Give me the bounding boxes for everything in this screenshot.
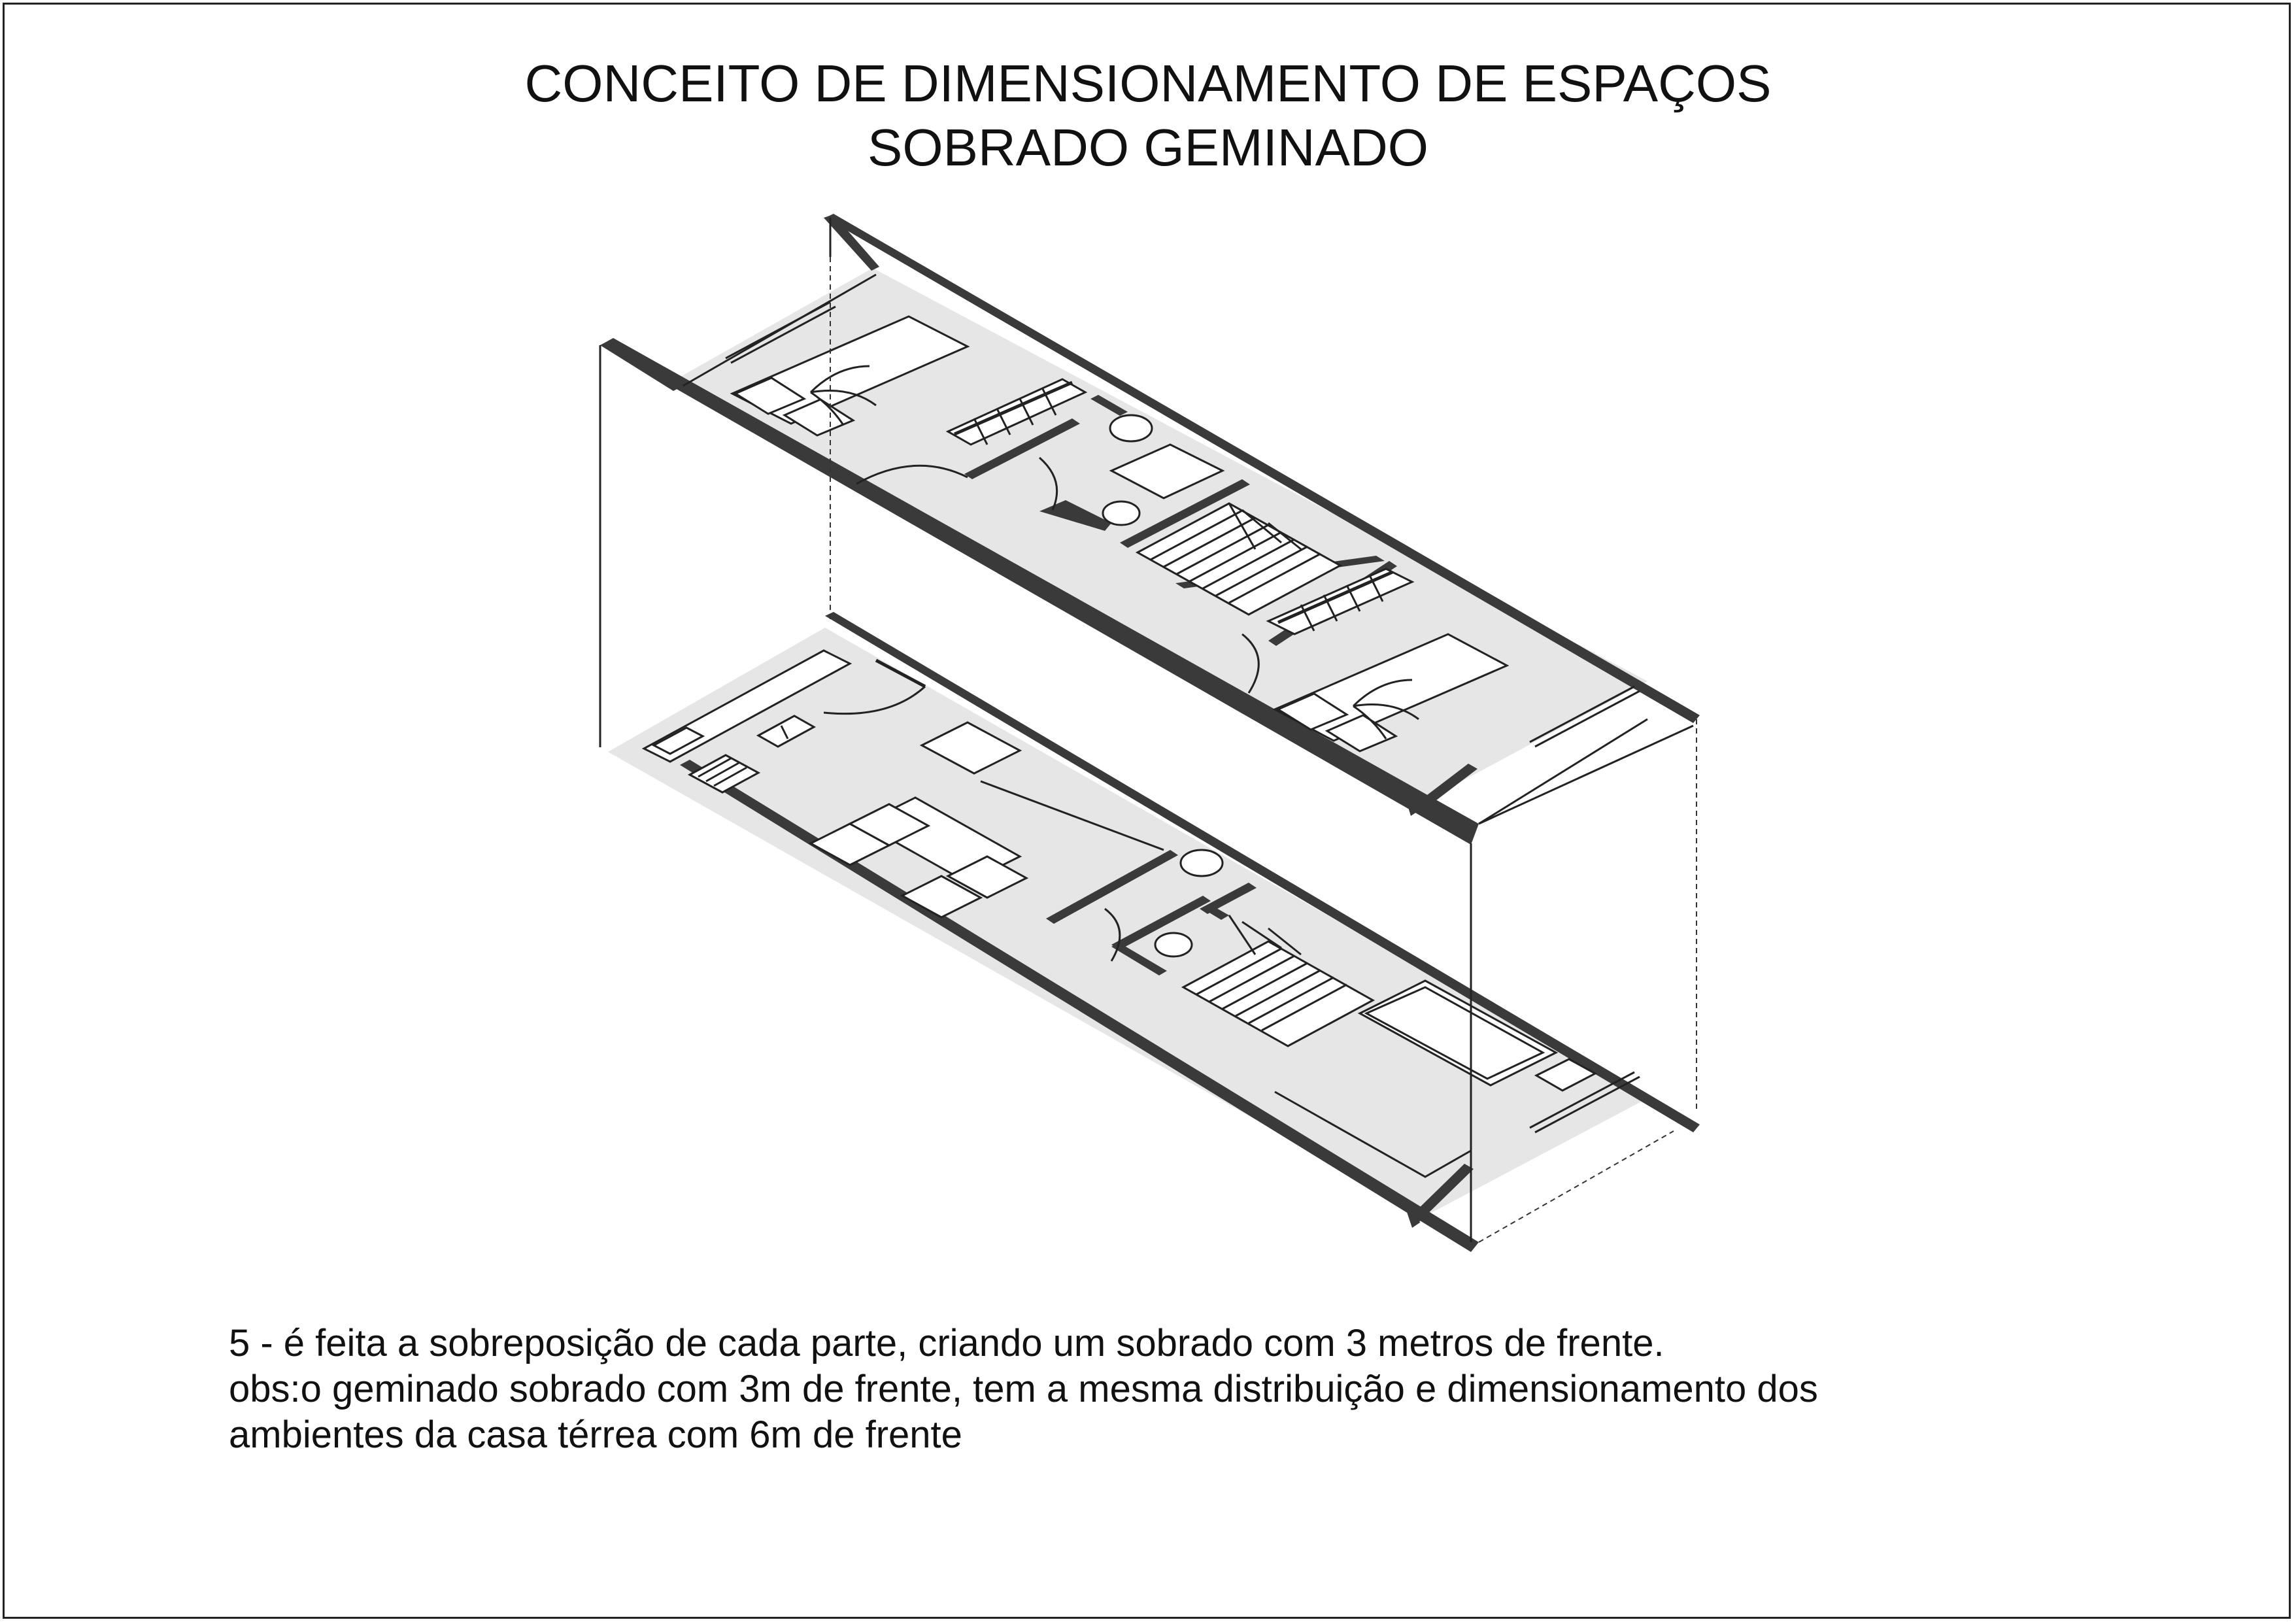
caption-line-3: ambientes da casa térrea com 6m de frente (229, 1413, 962, 1456)
upper-wall-end-front (600, 341, 683, 391)
ground-bath-sink (1181, 850, 1223, 876)
title-line-1: CONCEITO DE DIMENSIONAMENTO DE ESPAÇOS (524, 54, 1772, 112)
title-line-2: SOBRADO GEMINADO (868, 118, 1428, 177)
caption-line-2: obs:o geminado sobrado com 3m de frente, tem a mesma distribuição e dimensionamento dos (229, 1368, 1818, 1410)
upper-sink (1110, 415, 1152, 441)
upper-toilet (1103, 501, 1140, 525)
caption (229, 1321, 2190, 1458)
ground-toilet (1155, 933, 1192, 956)
caption-line-1: 5 - é feita a sobreposição de cada parte, criando um sobrado com 3 metros de frente. (229, 1322, 1664, 1364)
